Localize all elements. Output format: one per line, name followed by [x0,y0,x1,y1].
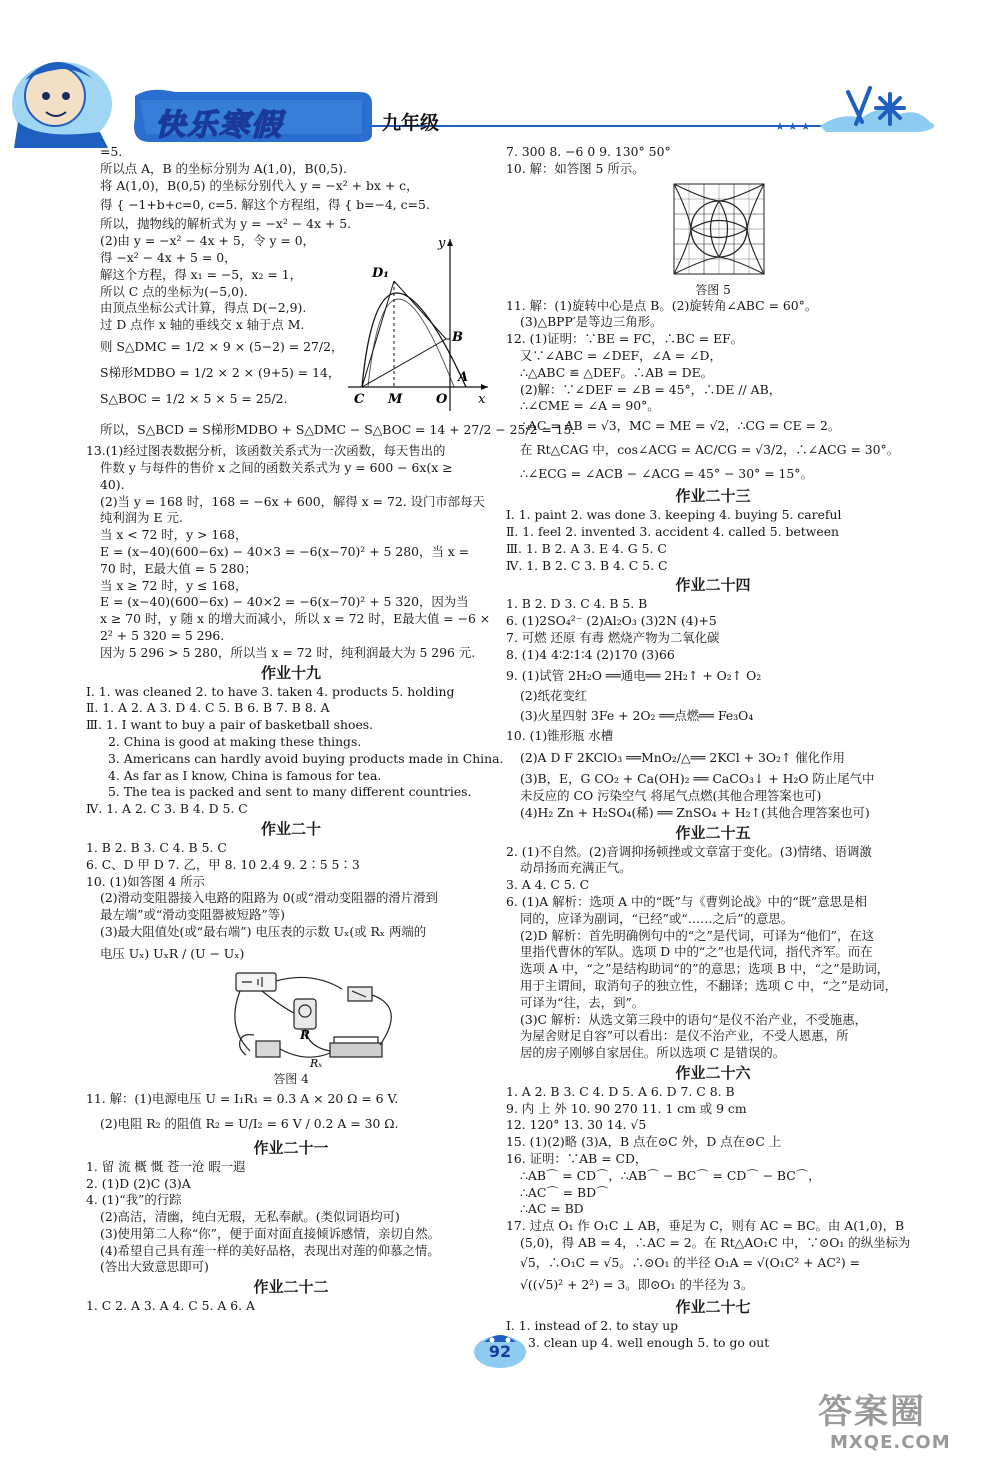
answer-line: Ⅳ. 1. B 2. C 3. B 4. C 5. C [506,557,668,573]
answer-line: (答出大致意思即可) [100,1259,209,1275]
answer-line: 里指代曹休的军队。选项 D 中的“之”也是代词，指代齐军。而在 [520,944,873,960]
answer-line: (2)由 y = −x² − 4x + 5，令 y = 0， [100,233,316,249]
answer-line: 居的房子刚够自家居住。所以选项 C 是错误的。 [520,1045,786,1061]
answer-line: 则 S△DMC = 1/2 × 9 × (5−2) = 27/2， [100,338,344,354]
answer-line: ∴△ABC ≌ △DEF。∴AB = DE。 [520,364,714,380]
answer-line: (2)D 解析：首先明确例句中的“之”是代词，可译为“他们”，在这 [520,927,875,943]
grade-label: 九年级 [382,112,440,134]
answer-line: 16. 证明：∵AB = CD， [506,1151,648,1167]
answer-line: ∴∠CME = ∠A = 90°。 [520,398,660,414]
circuit-label: Rₓ [310,1056,323,1070]
section-heading: 作业二十三 [675,487,751,506]
answer-line: 4. (1)“我”的行踪 [86,1192,182,1208]
axis-label-y: y [438,236,446,252]
header-banner [0,0,1000,150]
grid-pattern-figure [506,178,920,282]
answer-line: 1. C 2. A 3. A 4. C 5. A 6. A [86,1298,256,1314]
section-heading: 作业二十 [260,819,321,838]
answer-line: ∴AC = BD [520,1201,584,1217]
point-label: B [452,330,463,346]
answer-line: (2)当 y = 168 时，168 = −6x + 600，解得 x = 72. 设门市部每天 [100,493,485,509]
answer-line: 过 D 点作 x 轴的垂线交 x 轴于点 M. [100,317,305,333]
answer-line: 所以点 A，B 的坐标分别为 A(1,0)，B(0,5). [100,160,347,176]
answer-line: 4. As far as I know, China is famous for tea. [108,767,382,783]
answer-line: E = (x−40)(600−6x) − 40×3 = −6(x−70)² + 5 280，当 x = [100,543,470,559]
answer-line: 由顶点坐标公式计算，得点 D(−2,9). [100,300,307,316]
answer-line: Ⅱ. 1. feel 2. invented 3. accident 4. called 5. between [506,523,840,539]
answer-line: 1. B 2. B 3. C 4. B 5. C [86,839,227,855]
answer-line: 所以，S△BCD = S梯形MDBO + S△DMC − S△BOC = 14 + 27/2 − 25/2 = 15. [100,422,576,438]
point-label: A [458,370,469,386]
answer-line: 12. 120° 13. 30 14. √5 [506,1117,647,1133]
section-heading: 作业二十七 [675,1297,751,1316]
section-heading: 作业二十五 [675,823,751,842]
watermark-url: MXQE.COM [830,1432,951,1453]
answer-line: Ⅳ. 1. A 2. C 3. B 4. D 5. C [86,801,248,817]
section-heading: 作业二十一 [253,1138,329,1157]
answer-line: 10. 解：如答图 5 所示。 [506,160,645,176]
answer-line: 10. (1)锥形瓶 水槽 [506,728,614,744]
answer-line: 得 { −1+b+c=0, c=5. 解这个方程组，得 { b=−4, c=5. [100,197,430,213]
answer-line: Ⅲ. 1. I want to buy a pair of basketball shoes. [86,717,374,733]
answer-line: (2)电阻 R₂ 的阻值 R₂ = U/I₂ = 6 V / 0.2 A = 30 Ω. [100,1115,399,1131]
answer-line: Ⅰ. 1. paint 2. was done 3. keeping 4. buying 5. careful [506,507,842,523]
answer-line: 2. (1)D (2)C (3)A [86,1175,191,1191]
point-label: C [354,392,365,408]
answer-line: 1. B 2. D 3. C 4. B 5. B [506,596,648,612]
answer-line: 纯利润为 E 元. [100,510,183,526]
watermark-logo: 答案圈 [818,1392,926,1432]
answer-line: Ⅰ. 1. was cleaned 2. to have 3. taken 4. products 5. holding [86,683,455,699]
answer-line: 又∵∠ABC = ∠DEF，∠A = ∠D， [520,347,722,363]
graph-block [86,233,496,417]
point-label: O [436,392,448,408]
answer-line: S△BOC = 1/2 × 5 × 5 = 25/2. [100,390,288,406]
answer-line: Ⅲ. 1. B 2. A 3. E 4. G 5. C [506,540,667,556]
answer-line: 11. 解：(1)旋转中心是点 B。(2)旋转角∠ABC = 60°。 [506,297,818,313]
answer-line: (4)H₂ Zn + H₂SO₄(稀) ══ ZnSO₄ + H₂↑(其他合理答案也可) [520,804,870,820]
answer-line: 13.(1)经过图表数据分析，该函数关系式为一次函数，每天售出的 [86,443,446,459]
answer-line: (3)C 解析：从选文第三段中的语句“是仪不治产业，不受施惠， [520,1011,868,1027]
axis-label-x: x [478,392,486,408]
answer-line: ∴AB⌒ = CD⌒，∴AB⌒ − BC⌒ = CD⌒ − BC⌒， [520,1167,821,1183]
figure-caption: 答图 4 [273,1071,309,1086]
mascot-illustration [12,62,112,148]
answer-line: 12. (1)证明：∵BE = FC，∴BC = EF。 [506,331,744,347]
answer-line: 电压 Uₓ) UₓR / (U − Uₓ) [100,945,245,961]
answer-line: 件数 y 与每件的售价 x 之间的函数关系式为 y = 600 − 6x(x ≥ [100,459,453,475]
answer-line: Ⅱ. 1. A 2. A 3. D 4. C 5. B 6. B 7. B 8. A [86,700,330,716]
answer-line: 8. (1)4 4∶2∶1∶4 (2)170 (3)66 [506,646,675,662]
answer-line: 3. Americans can hardly avoid buying products made in China. [108,750,504,766]
answer-line: 当 x ≥ 72 时，y ≤ 168， [100,577,248,593]
answer-line: 5. The tea is packed and sent to many different countries. [108,784,472,800]
answer-line: 当 x < 72 时，y > 168， [100,527,248,543]
answer-line: 6. (1)2SO₄²⁻ (2)Al₂O₃ (3)2N (4)+5 [506,613,717,629]
answer-line: 选项 A 中，“之”是结构助词“的”的意思；选项 B 中，“之”是助词， [520,961,890,977]
point-label: M [388,392,403,408]
answer-line: (4)希望自己具有莲一样的美好品格，表现出对莲的仰慕之情。 [100,1242,440,1258]
answer-line: 同的，应译为副词，“已经”或“……之后”的意思。 [520,910,794,926]
answer-line: (3)使用第二人称“你”，便于面对面直接倾诉感情，亲切自然。 [100,1225,440,1241]
answer-line: 用于主谓间，取消句子的独立性，不翻译；选项 C 中，“之”是动词， [520,977,897,993]
right-column [506,144,920,1351]
answer-line: ∴AC = AB = √3，MC = ME = √2，∴CG = CE = 2。 [520,418,841,434]
point-label: D₁ [372,266,389,282]
answer-line: 1. 留 流 概 慨 苍一沧 暇一遐 [86,1158,246,1174]
answer-line: 所以，抛物线的解析式为 y = −x² − 4x + 5. [100,216,352,232]
answer-line: 9. 内 上 外 10. 90 270 11. 1 cm 或 9 cm [506,1100,747,1116]
answer-line: (2)纸花变红 [520,687,588,703]
answer-line: 7. 300 8. −6 0 9. 130° 50° [506,144,671,159]
answer-line: 11. 解：(1)电源电压 U = I₁R₁ = 0.3 A × 20 Ω = 6 V. [86,1090,399,1106]
answer-line: (2)高洁，清幽，纯白无瑕，无私奉献。(类似词语均可) [100,1209,400,1225]
answer-line: 10. (1)如答图 4 所示 [86,873,205,889]
answer-line: 因为 5 296 > 5 280，所以当 x = 72 时，纯利润最大为 5 296 元. [100,644,476,660]
circuit-diagram [86,967,496,1071]
answer-line: (3)B，E，G CO₂ + Ca(OH)₂ ══ CaCO₃↓ + H₂O 防止尾气中 [520,771,875,787]
answer-line: (2)滑动变阻器接入电路的阻路为 0(或“滑动变阻器的滑片滑到 [100,890,438,906]
answer-line: 为屋舍财足自容”可以看出：是仪不治产业，不受人恩惠，所 [520,1028,849,1044]
section-heading: 作业十九 [260,663,321,682]
answer-line: 2. (1)不自然。(2)音调抑扬顿挫或文章富于变化。(3)情绪、语调激 [506,843,872,859]
answer-line: E = (x−40)(600−6x) − 40×2 = −6(x−70)² + 5 320，因为当 [100,594,469,610]
page-number: 92 [488,1342,512,1361]
section-heading: 作业二十六 [675,1063,751,1082]
answer-line: (3)△BPP′是等边三角形。 [520,314,663,330]
answer-line: 未反应的 CO 污染空气 将尾气点燃(其他合理答案也可) [520,787,822,803]
answer-line: 解这个方程，得 x₁ = −5，x₂ = 1， [100,266,303,282]
answer-line: 3. clean up 4. well enough 5. to go out [528,1334,770,1350]
answer-line: =5. [100,144,123,159]
answer-line: (3)最大阻值处(或“最右端”) 电压表的示数 Uₓ(或 Rₓ 两端的 [100,923,427,939]
figure-caption: 答图 5 [695,282,731,297]
answer-line: 1. A 2. B 3. C 4. D 5. A 6. D 7. C 8. B [506,1083,735,1099]
answer-line: 3. A 4. C 5. C [506,877,590,893]
answer-line: (2)解：∵∠DEF = ∠B = 45°，∴DE // AB， [520,381,782,397]
answer-line: 所以 C 点的坐标为(−5,0). [100,283,248,299]
answer-line: ∴∠ECG = ∠ACB − ∠ACG = 45° − 30° = 15°。 [520,466,813,482]
answer-line: 动昂扬而充满正气。 [520,860,632,876]
answer-line: 17. 过点 O₁ 作 O₁C ⊥ AB，垂足为 C，则有 AC = BC。由 A(1,0)，B [506,1218,905,1234]
book-title: 快乐寒假 [155,108,283,143]
answer-line: 7. 可燃 还原 有毒 燃烧产物为二氧化碳 [506,629,720,645]
answer-line: 在 Rt△CAG 中，cos∠ACG = AC/CG = √3/2，∴∠ACG = 30°。 [520,442,900,458]
answer-line: 2² + 5 320 = 5 296. [100,627,225,643]
answer-line: 9. (1)试管 2H₂O ══通电══ 2H₂↑ + O₂↑ O₂ [506,667,762,683]
parabola-graph [342,235,492,415]
answer-line: Ⅰ. 1. instead of 2. to stay up [506,1317,679,1333]
section-heading: 作业二十四 [675,576,751,595]
answer-line: S梯形MDBO = 1/2 × 2 × (9+5) = 14， [100,364,341,380]
section-heading: 作业二十二 [253,1278,329,1297]
answer-line: 得 −x² − 4x + 5 = 0， [100,249,237,265]
snowflake-icon [820,88,934,132]
answer-line: 可译为“往，去，到”。 [520,994,645,1010]
answer-line: 6. C、D 甲 D 7. 乙，甲 8. 10 2.4 9. 2∶5 5∶3 [86,856,360,872]
answer-line: √((√5)² + 2²) = 3。即⊙O₁ 的半径为 3。 [520,1276,754,1292]
answer-line: 将 A(1,0)，B(0,5) 的坐标分别代入 y = −x² + bx + c， [100,177,419,193]
answer-line: ∴AC⌒ = BD⌒ [520,1184,609,1200]
answer-line: (5,0)，得 AB = 4，∴AC = 2。在 Rt△AO₁C 中，∵⊙O₁ 的纵坐标为 [520,1235,911,1251]
answer-line: 6. (1)A 解析：选项 A 中的“既”与《曹刿论战》中的“既”意思是相 [506,893,867,909]
star-decoration: ★★★ [775,120,814,133]
circuit-label: R [300,1027,310,1042]
answer-line: (2)A D F 2KClO₃ ══MnO₂/△══ 2KCl + 3O₂↑ 催化作用 [520,750,845,766]
answer-line: x ≥ 70 时，y 随 x 的增大而减小，所以 x = 72 时，E最大值 = −6 × [100,611,491,627]
answer-line: 15. (1)(2)略 (3)A，B 点在⊙C 外，D 点在⊙C 上 [506,1134,782,1150]
answer-line: 70 时，E最大值 = 5 280； [100,560,257,576]
answer-line: √5，∴O₁C = √5。∴⊙O₁ 的半径 O₁A = √(O₁C² + AC²) = [520,1254,860,1270]
answer-line: (3)火星四射 3Fe + 2O₂ ══点燃══ Fe₃O₄ [520,708,754,724]
answer-line: 2. China is good at making these things. [108,733,362,749]
answer-line: 最左端”或“滑动变阻器被短路”等) [100,907,285,923]
answer-line: 40). [100,476,125,492]
